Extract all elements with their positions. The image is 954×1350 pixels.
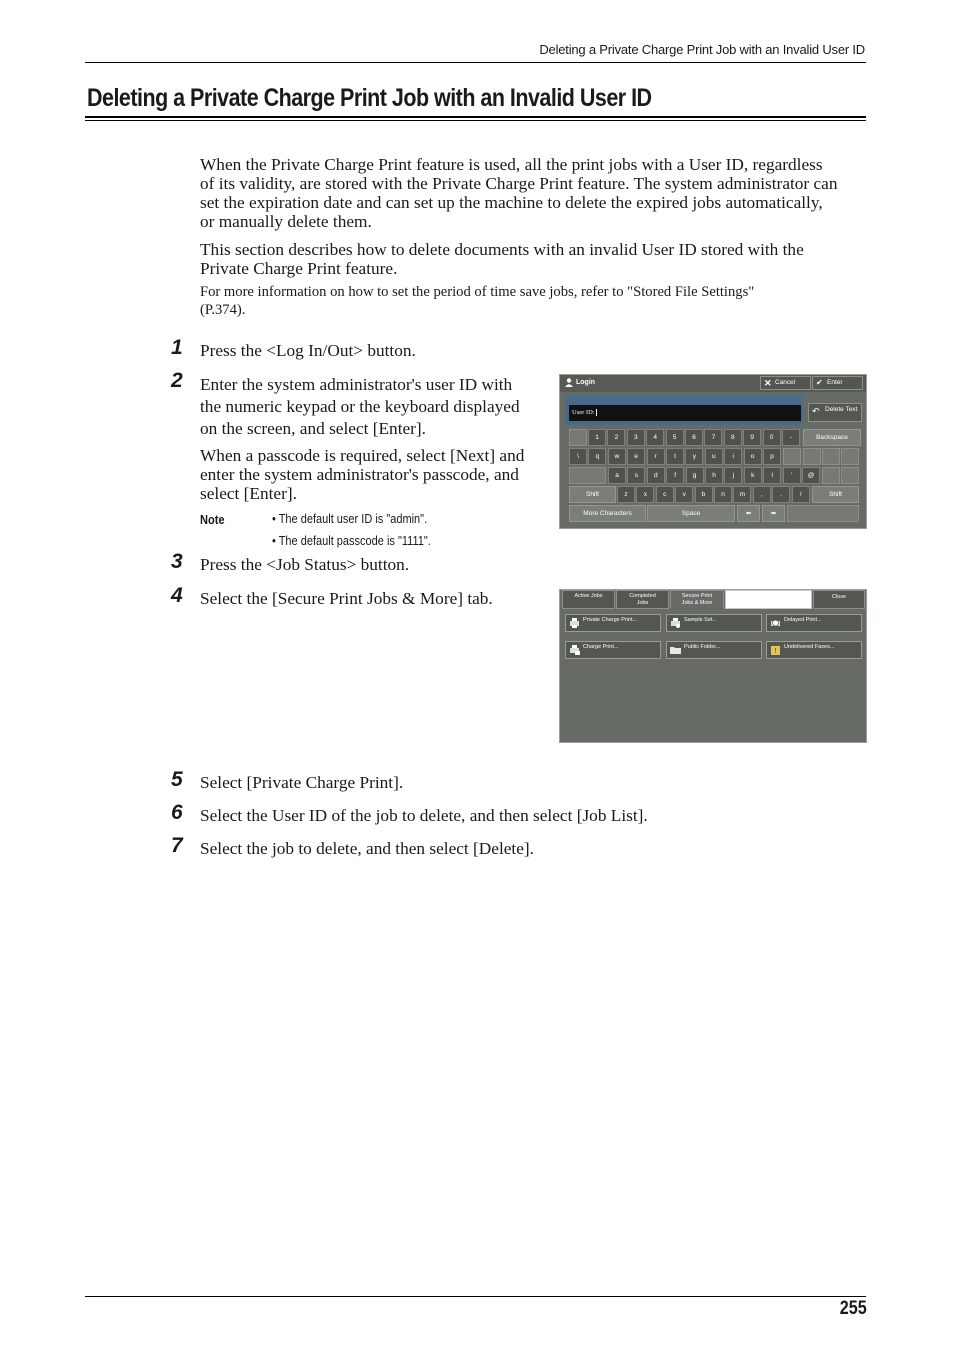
cancel-label: Cancel (775, 379, 796, 386)
intro-paragraph-1 (200, 155, 837, 231)
intro-paragraph-2 (200, 240, 804, 278)
step-number: 7 (171, 834, 183, 857)
keyboard-key[interactable]: 8 (724, 429, 742, 446)
keyboard-key[interactable]: ' (783, 467, 801, 484)
user-icon (565, 378, 573, 387)
keyboard-key-blank[interactable] (822, 467, 840, 484)
reference-paragraph (200, 283, 754, 319)
close-button[interactable] (813, 590, 865, 609)
header-rule (85, 62, 866, 63)
keyboard-key[interactable]: x (636, 486, 654, 503)
keyboard-key[interactable]: z (617, 486, 635, 503)
keyboard-key[interactable]: o (744, 448, 762, 465)
step-text: Press the <Log In/Out> button. (200, 341, 416, 360)
tab-secure-print-jobs[interactable] (670, 590, 724, 609)
text-cursor (596, 409, 597, 416)
button-label: Sample Set... (684, 617, 718, 623)
keyboard-key[interactable]: 3 (627, 429, 645, 446)
folder-icon (670, 645, 681, 655)
step-number: 2 (171, 369, 183, 392)
job-status-screenshot (559, 589, 867, 743)
keyboard-key-blank[interactable] (841, 448, 859, 465)
step-number: 5 (171, 768, 183, 791)
text-line: select [Enter]. (200, 484, 297, 503)
shift-key-right[interactable]: Shift (812, 486, 859, 503)
private-charge-print-button[interactable] (565, 614, 661, 632)
keyboard-key[interactable]: k (744, 467, 762, 484)
step-number: 3 (171, 550, 183, 573)
charge-print-button[interactable] (565, 641, 661, 659)
sample-set-button[interactable] (666, 614, 762, 632)
keyboard-key[interactable]: - (782, 429, 800, 446)
step-text (200, 374, 520, 440)
text-line: Enter the system administrator's user ID with (200, 375, 513, 394)
keyboard-key[interactable]: , (753, 486, 771, 503)
step-number: 4 (171, 584, 183, 607)
text-line: enter the system administrator's passcode, and (200, 465, 519, 484)
text-line: For more information on how to set the period of time save jobs, refer to "Stored File Settings" (200, 284, 755, 300)
charge-printer-icon (569, 645, 580, 655)
step-text: Select [Private Charge Print]. (200, 773, 404, 792)
keyboard-key[interactable]: f (666, 467, 684, 484)
step-text: Select the [Secure Print Jobs & More] tab. (200, 589, 493, 608)
user-id-field[interactable] (569, 405, 801, 421)
keyboard-key[interactable]: c (656, 486, 674, 503)
text-line: set the expiration date and can set up the machine to delete the expired jobs automatically, (200, 193, 823, 212)
keyboard-key[interactable]: 6 (685, 429, 703, 446)
note-label: Note (200, 512, 225, 527)
backspace-key[interactable]: Backspace (803, 429, 861, 446)
tab-completed-jobs[interactable] (616, 590, 669, 609)
fax-warning-icon (770, 645, 781, 655)
more-characters-key[interactable]: More Characters (569, 505, 646, 522)
note-item: • The default user ID is "admin". (272, 512, 428, 526)
tab-spacer (725, 590, 812, 609)
checkmark-icon: ✔ (816, 378, 823, 387)
keyboard-key[interactable]: h (705, 467, 723, 484)
step-text: Select the User ID of the job to delete, and then select [Job List]. (200, 806, 648, 825)
keyboard-key[interactable]: i (724, 448, 742, 465)
keyboard-key[interactable]: l (763, 467, 781, 484)
arrow-left-icon[interactable]: ⬅ (737, 505, 760, 522)
step-number: 6 (171, 801, 183, 824)
keyboard-key-blank[interactable] (569, 467, 606, 484)
keyboard-key[interactable]: g (686, 467, 704, 484)
login-title: Login (576, 379, 596, 386)
keyboard-key[interactable]: u (705, 448, 723, 465)
enter-label: Enter (827, 379, 843, 386)
keyboard-key[interactable]: j (724, 467, 742, 484)
close-label: Close (831, 594, 847, 600)
keyboard-key[interactable]: y (685, 448, 703, 465)
keyboard-key[interactable]: e (627, 448, 645, 465)
footer-rule (85, 1296, 866, 1297)
public-folder-button[interactable] (666, 641, 762, 659)
keyboard-key[interactable]: s (627, 467, 645, 484)
step-extra-text (200, 446, 524, 503)
running-header: Deleting a Private Charge Print Job with an Invalid User ID (539, 42, 865, 57)
button-label: Public Folder... (684, 644, 721, 650)
delete-text-label: Delete Text (825, 406, 858, 413)
keyboard-key-blank[interactable] (783, 448, 801, 465)
tab-label: Jobs (636, 600, 649, 606)
close-icon: ✕ (764, 378, 772, 388)
text-line: on the screen, and select [Enter]. (200, 419, 426, 438)
keyboard-key[interactable]: . (772, 486, 790, 503)
button-label: Delayed Print... (784, 617, 822, 623)
keyboard-key[interactable]: m (733, 486, 751, 503)
undo-icon: ↶ (812, 406, 820, 416)
note-item: • The default passcode is "1111". (272, 534, 431, 548)
shift-key-left[interactable]: Shift (569, 486, 616, 503)
undelivered-faxes-button[interactable] (766, 641, 862, 659)
keyboard-key[interactable]: w (608, 448, 626, 465)
step-number: 1 (171, 336, 183, 359)
text-line: When the Private Charge Print feature is used, all the print jobs with a User ID, regardless (200, 155, 823, 174)
keyboard-key-blank[interactable] (569, 429, 587, 446)
keyboard-key[interactable]: @ (802, 467, 820, 484)
keyboard-key[interactable]: 0 (763, 429, 781, 446)
title-rule (85, 116, 866, 118)
cancel-button[interactable] (760, 376, 811, 390)
keyboard-key-blank[interactable] (787, 505, 859, 522)
text-line: the numeric keypad or the keyboard displayed (200, 397, 520, 416)
text-line: This section describes how to delete documents with an invalid User ID stored with the (200, 240, 804, 259)
keyboard-key[interactable]: b (695, 486, 713, 503)
button-label: Private Charge Print... (583, 617, 638, 623)
page-number: 255 (840, 1298, 867, 1319)
clock-printer-icon (770, 618, 781, 628)
text-line: When a passcode is required, select [Next] and (200, 446, 525, 465)
sample-set-icon (670, 618, 681, 628)
delayed-print-button[interactable] (766, 614, 862, 632)
button-label: Charge Print... (583, 644, 619, 650)
tab-label: Completed (629, 593, 656, 599)
keyboard-key[interactable]: 2 (607, 429, 625, 446)
text-line: or manually delete them. (200, 212, 372, 231)
keyboard-key-blank[interactable] (841, 467, 859, 484)
keyboard-key[interactable]: 1 (588, 429, 606, 446)
delete-text-button[interactable] (808, 403, 862, 422)
tab-label: Secure Print (681, 593, 713, 599)
keyboard-key[interactable]: / (792, 486, 810, 503)
keyboard-key[interactable]: r (647, 448, 665, 465)
button-label: Undelivered Faxes... (784, 644, 835, 650)
keyboard-key[interactable]: 9 (743, 429, 761, 446)
login-screen-screenshot (559, 374, 867, 529)
text-line: (P.374). (200, 302, 246, 318)
space-key[interactable]: Space (647, 505, 735, 522)
keyboard-key[interactable]: v (675, 486, 693, 503)
page-title: Deleting a Private Charge Print Job with an Invalid User ID (87, 84, 652, 112)
text-line: Private Charge Print feature. (200, 259, 398, 278)
keyboard-key[interactable]: a (608, 467, 626, 484)
svg-text:!: ! (774, 648, 777, 655)
text-line: of its validity, are stored with the Private Charge Print feature. The system administrator can (200, 174, 838, 193)
keyboard-key[interactable]: \ (569, 448, 587, 465)
tab-label: Active Jobs (574, 593, 603, 599)
keyboard-key[interactable]: p (763, 448, 781, 465)
keyboard-key[interactable]: 7 (704, 429, 722, 446)
keyboard-key[interactable]: t (666, 448, 684, 465)
printer-icon (569, 618, 580, 628)
tab-label: Jobs & More (681, 600, 713, 606)
keyboard-key-blank[interactable] (822, 448, 840, 465)
keyboard-key[interactable]: n (714, 486, 732, 503)
keyboard-key-blank[interactable] (803, 448, 821, 465)
keyboard-key[interactable]: q (588, 448, 606, 465)
tab-active-jobs[interactable] (562, 590, 615, 609)
step-text: Press the <Job Status> button. (200, 555, 410, 574)
title-rule-thin (85, 120, 866, 121)
arrow-right-icon[interactable]: ➡ (762, 505, 785, 522)
user-id-label: User ID: (572, 409, 595, 416)
keyboard-key[interactable]: 4 (646, 429, 664, 446)
keyboard-key[interactable]: d (647, 467, 665, 484)
keyboard-key[interactable]: 5 (666, 429, 684, 446)
enter-button[interactable] (812, 376, 863, 390)
step-text: Select the job to delete, and then select [Delete]. (200, 839, 534, 858)
